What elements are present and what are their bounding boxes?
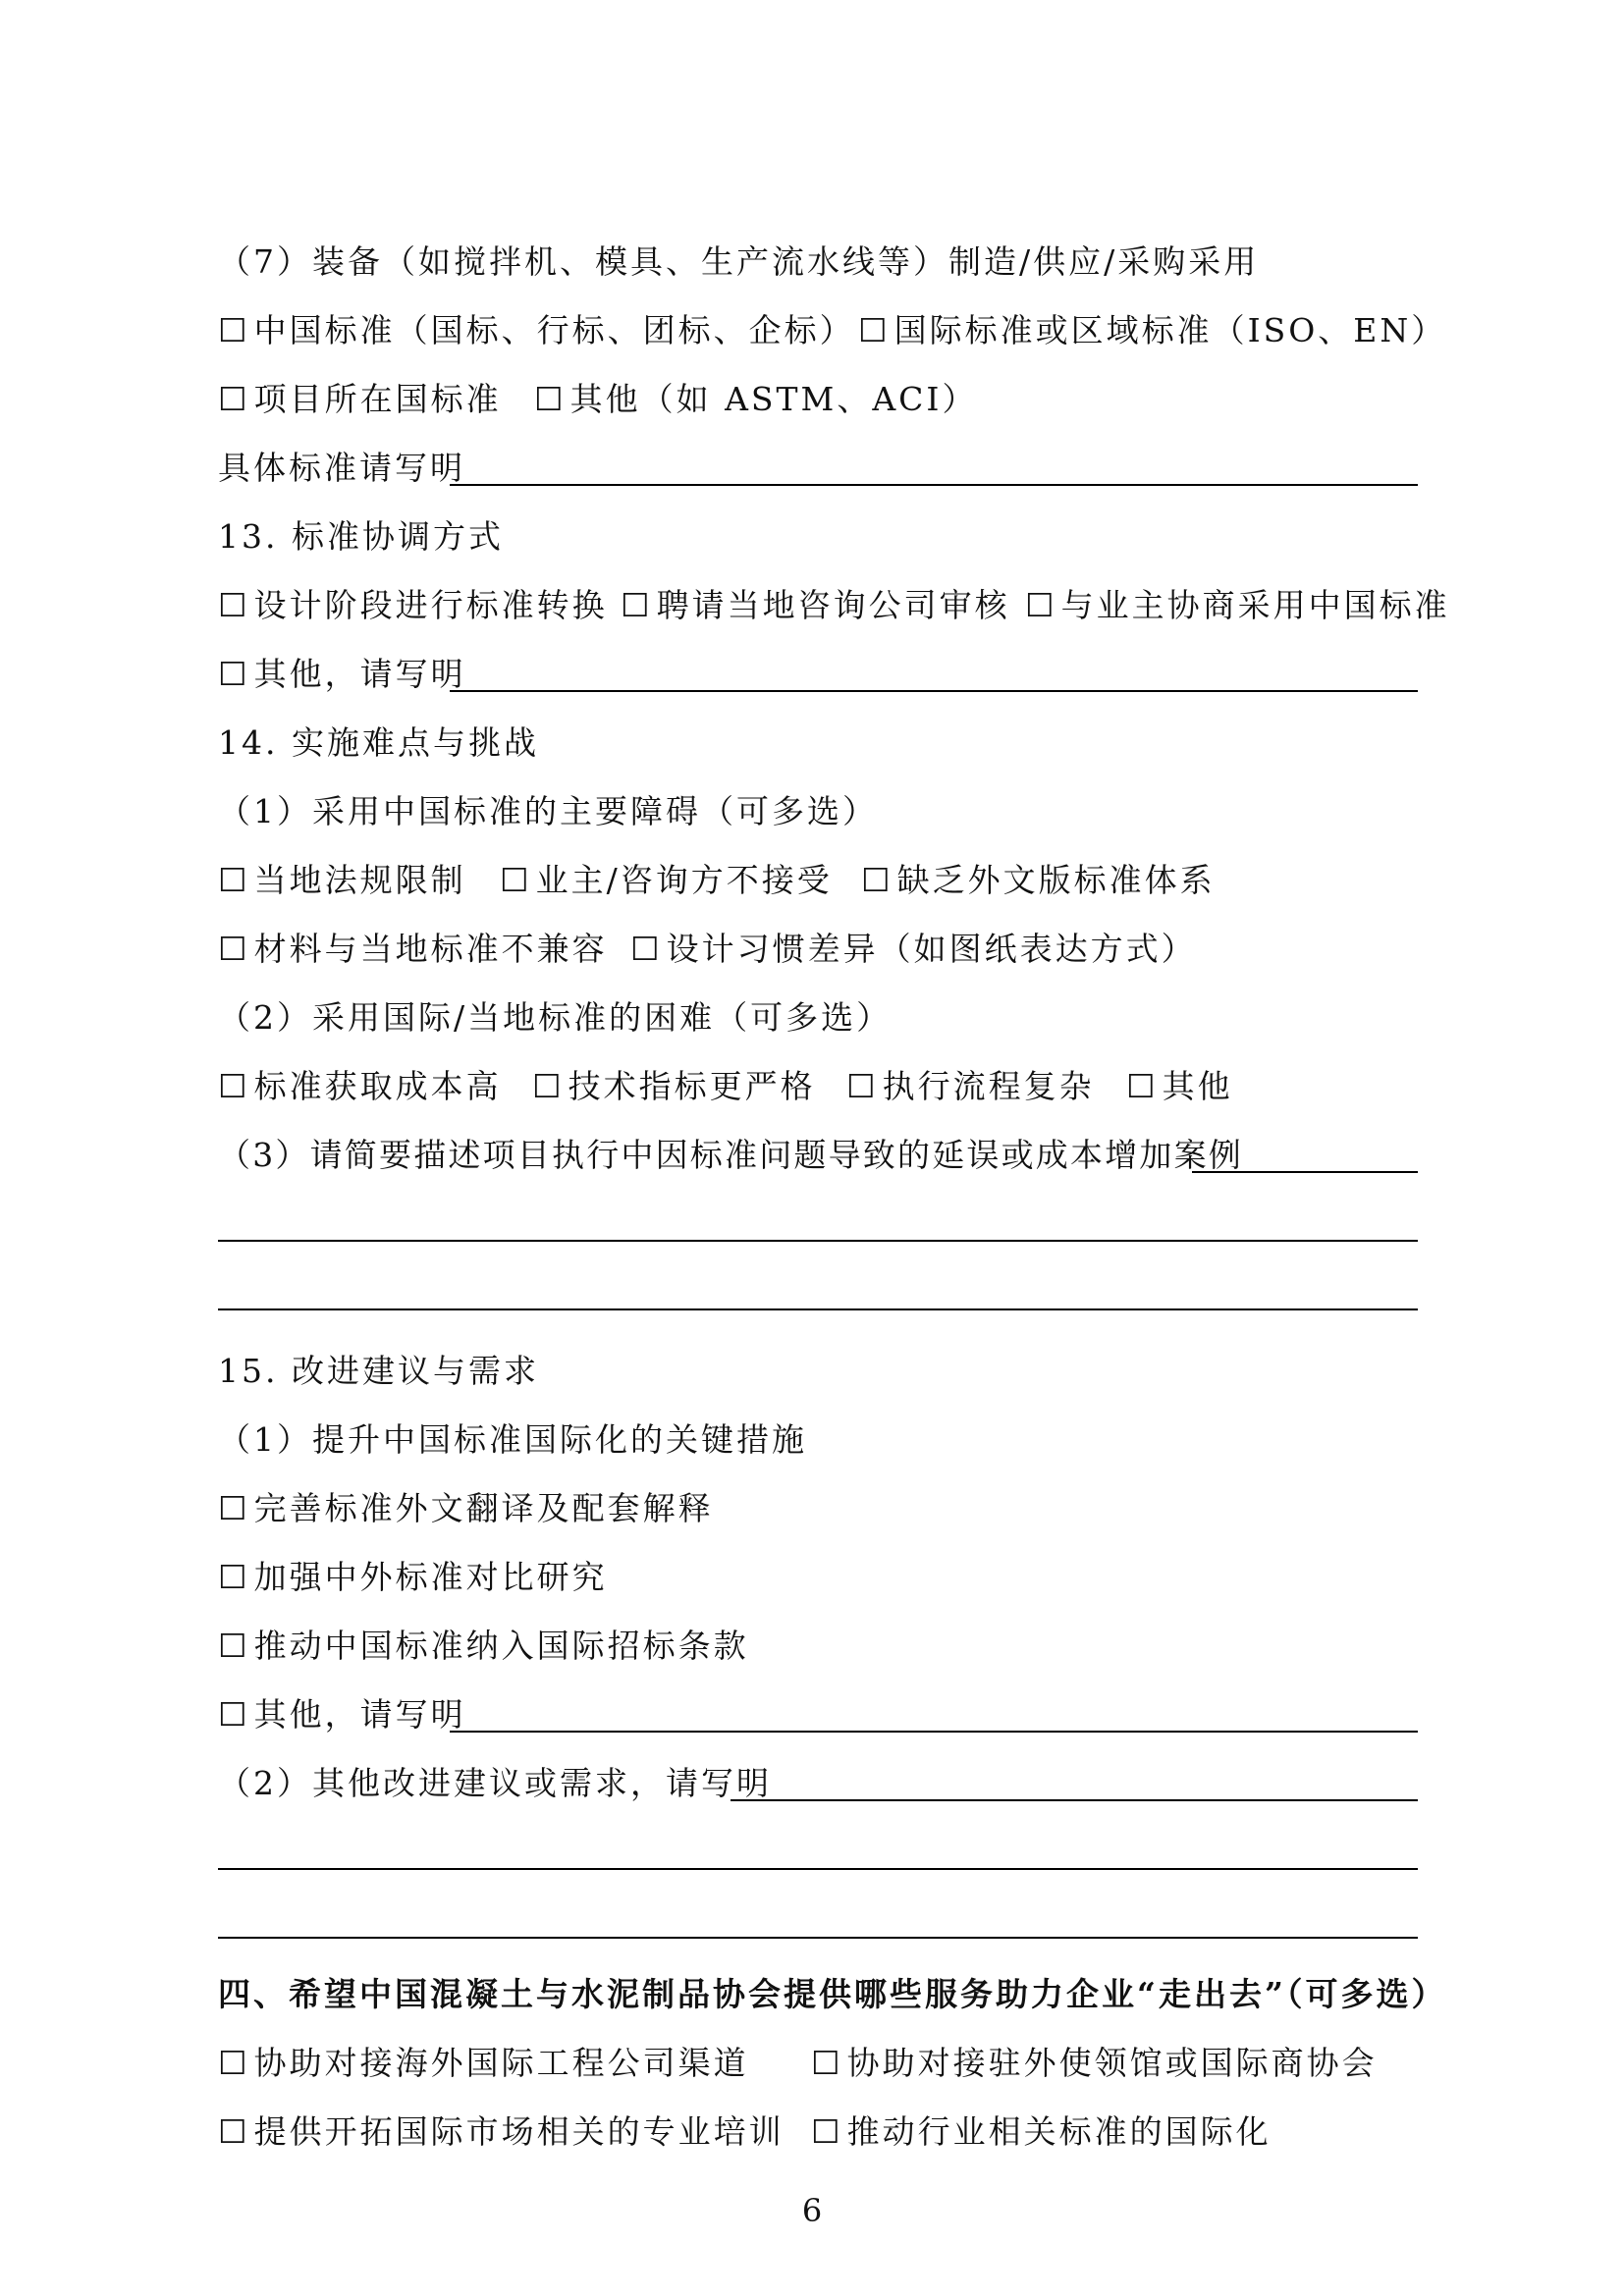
checkbox-icon[interactable]: ☐ [218, 2044, 250, 2082]
q15-title: 15. 改进建议与需求 [218, 1352, 539, 1390]
option-local-consultant[interactable]: ☐ 聘请当地咨询公司审核 [621, 582, 1010, 629]
checkbox-icon[interactable]: ☐ [858, 311, 891, 349]
checkbox-icon[interactable]: ☐ [218, 861, 250, 899]
option-other-standard[interactable]: ☐ 其他（如 ASTM、ACI） [534, 376, 977, 423]
section4-title: 四、希望中国混凝土与水泥制品协会提供哪些服务助力企业“走出去”（可多选） [218, 1975, 1447, 2013]
checkbox-icon[interactable]: ☐ [500, 861, 532, 899]
answer-line[interactable] [218, 1868, 1418, 1870]
option-high-cost[interactable]: ☐ 标准获取成本高 [218, 1063, 502, 1110]
q13-other: ☐ 其他，请写明 [218, 651, 1418, 698]
option-local-standard[interactable]: ☐ 项目所在国标准 [218, 376, 502, 423]
q14-sub1-title: （1）采用中国标准的主要障碍（可多选） [218, 792, 878, 830]
option-design-habit[interactable]: ☐ 设计习惯差异（如图纸表达方式） [630, 926, 1197, 973]
q15-other-input[interactable] [450, 1731, 1418, 1733]
q14-sub1-row2 [218, 926, 1418, 973]
checkbox-icon[interactable]: ☐ [846, 1067, 879, 1105]
section4-row2 [218, 2109, 1418, 2156]
specify-standard-input[interactable] [450, 484, 1418, 486]
option-negotiate-owner[interactable]: ☐ 与业主协商采用中国标准 [1025, 582, 1450, 629]
checkbox-icon[interactable]: ☐ [218, 930, 250, 968]
checkbox-icon[interactable]: ☐ [218, 1558, 250, 1596]
checkbox-icon[interactable]: ☐ [811, 2112, 843, 2151]
answer-line[interactable] [218, 1240, 1418, 1242]
q15-other: ☐ 其他，请写明 [218, 1691, 1418, 1738]
q14-sub2-row [218, 1063, 1418, 1110]
option-local-regulation[interactable]: ☐ 当地法规限制 [218, 857, 466, 904]
option-comparison-research[interactable]: ☐ 加强中外标准对比研究 [218, 1554, 1418, 1601]
section-7-options-row2 [218, 376, 1418, 423]
q14-sub3-title: （3）请简要描述项目执行中因标准问题导致的延误或成本增加案例 [218, 1136, 1243, 1174]
checkbox-icon[interactable]: ☐ [218, 2112, 250, 2151]
answer-line[interactable] [218, 1937, 1418, 1939]
checkbox-icon[interactable]: ☐ [218, 586, 250, 624]
option-no-foreign-version[interactable]: ☐ 缺乏外文版标准体系 [861, 857, 1216, 904]
answer-line[interactable] [218, 1308, 1418, 1310]
checkbox-icon[interactable]: ☐ [218, 1627, 250, 1665]
checkbox-icon[interactable]: ☐ [218, 1695, 250, 1734]
checkbox-icon[interactable]: ☐ [621, 586, 653, 624]
q14-title: 14. 实施难点与挑战 [218, 723, 539, 762]
checkbox-icon[interactable]: ☐ [811, 2044, 843, 2082]
q15-sub2-title: （2）其他改进建议或需求，请写明 [218, 1764, 772, 1802]
option-international-standard[interactable]: ☐ 国际标准或区域标准（ISO、EN） [858, 307, 1446, 354]
checkbox-icon[interactable]: ☐ [218, 1489, 250, 1527]
checkbox-icon[interactable]: ☐ [218, 311, 250, 349]
option-overseas-channels[interactable]: ☐ 协助对接海外国际工程公司渠道 [218, 2040, 749, 2087]
checkbox-icon[interactable]: ☐ [534, 380, 567, 418]
q14-sub3-input[interactable] [1192, 1171, 1418, 1173]
checkbox-icon[interactable]: ☐ [1126, 1067, 1159, 1105]
option-standard-internationalization[interactable]: ☐ 推动行业相关标准的国际化 [811, 2109, 1272, 2156]
q14-sub2-title: （2）采用国际/当地标准的困难（可多选） [218, 998, 893, 1037]
option-training[interactable]: ☐ 提供开拓国际市场相关的专业培训 [218, 2109, 785, 2156]
option-translation[interactable]: ☐ 完善标准外文翻译及配套解释 [218, 1485, 1418, 1532]
option-design-conversion[interactable]: ☐ 设计阶段进行标准转换 [218, 582, 608, 629]
checkbox-icon[interactable]: ☐ [630, 930, 663, 968]
option-material-incompatible[interactable]: ☐ 材料与当地标准不兼容 [218, 926, 608, 973]
section-7-title: （7）装备（如搅拌机、模具、生产流水线等）制造/供应/采购采用 [218, 242, 1260, 281]
checkbox-icon[interactable]: ☐ [532, 1067, 565, 1105]
option-stricter-specs[interactable]: ☐ 技术指标更严格 [532, 1063, 816, 1110]
option-owner-rejects[interactable]: ☐ 业主/咨询方不接受 [500, 857, 833, 904]
option-china-standard[interactable]: ☐ 中国标准（国标、行标、团标、企标） [218, 307, 855, 354]
checkbox-icon[interactable]: ☐ [861, 861, 893, 899]
checkbox-icon[interactable]: ☐ [218, 1067, 250, 1105]
checkbox-icon[interactable]: ☐ [1025, 586, 1057, 624]
q15-sub1-title: （1）提升中国标准国际化的关键措施 [218, 1420, 807, 1459]
q13-title: 13. 标准协调方式 [218, 517, 504, 556]
page-number: 6 [801, 2192, 823, 2229]
section-7-specify-label: 具体标准请写明 [218, 449, 465, 487]
option-embassy-chamber[interactable]: ☐ 协助对接驻外使领馆或国际商协会 [811, 2040, 1378, 2087]
option-other-difficulty[interactable]: ☐ 其他 [1126, 1063, 1233, 1110]
checkbox-icon[interactable]: ☐ [218, 380, 250, 418]
section4-row1 [218, 2040, 1418, 2087]
option-complex-process[interactable]: ☐ 执行流程复杂 [846, 1063, 1095, 1110]
checkbox-icon[interactable]: ☐ [218, 655, 250, 693]
q13-other-input[interactable] [450, 690, 1418, 692]
section-7-options-row1 [218, 307, 1447, 354]
q14-sub1-row1 [218, 857, 1418, 904]
option-bidding-clauses[interactable]: ☐ 推动中国标准纳入国际招标条款 [218, 1623, 1418, 1670]
q13-options [218, 582, 1450, 629]
q15-sub2-input[interactable] [731, 1799, 1418, 1801]
